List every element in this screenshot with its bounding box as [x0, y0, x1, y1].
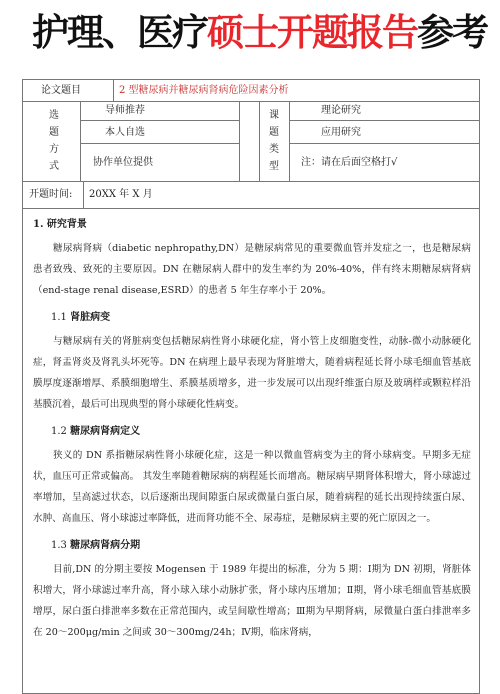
source-label: 选题方式	[49, 110, 59, 172]
type-option-1[interactable]: 理论研究	[321, 105, 361, 116]
title-row	[23, 80, 479, 102]
subsection-title-1: 肾脏病变	[70, 312, 111, 323]
banner-part1: 护理、医疗	[32, 11, 207, 54]
date-value: 20XX 年 X 月	[89, 189, 153, 200]
paragraph-background: 糖尿病肾病（diabetic nephropathy,DN）是糖尿病常见的重要微血管并发症之一，也是糖尿病患者致残、致死的主要原因。DN 在糖尿病人群中的发生率约为 20%-40%，伴有终末期糖尿病肾病（end-stage renal disease,ESRD）的患者 5 年生存率小于 20%。	[33, 243, 471, 296]
subsection-heading-2	[51, 425, 471, 439]
paragraph-kidney-lesion: 与糖尿病有关的肾脏病变包括糖尿病性肾小球硬化症，肾小管上皮细胞变性，动脉-微小动脉硬化症，肾盂肾炎及肾乳头坏死等。DN 在病理上最早表现为肾脏增大，随着病程延长肾小球毛细血管基底膜厚度逐渐增厚、系膜细胞增生、系膜基质增多，进一步发展可以出现纤维蛋白原及玻璃样或颗粒样沿基膜沉着，最后可出现典型的肾小球硬化性病变。	[33, 336, 471, 410]
title-label: 论文题目	[41, 85, 81, 96]
type-label: 课题类型	[269, 110, 279, 172]
section-heading: 1. 研究背景	[33, 219, 87, 230]
subsection-heading-1	[51, 311, 471, 325]
paragraph-definition: 狭义的 DN 系指糖尿病性肾小球硬化症，这是一种以微血管病变为主的肾小球病变。早期多无症状，血压可正常或偏高。 其发生率随着糖尿病的病程延长而增高。糖尿病早期肾体积增大，肾小球滤过率增加，呈高滤过状态，以后逐渐出现间隙蛋白尿或微量白蛋白尿，随着病程的延长出现持续蛋白尿、水肿、高血压、肾小球滤过率降低，进而肾功能不全、尿毒症，是糖尿病主要的死亡原因之一。	[33, 450, 471, 524]
banner-part3: 参考	[417, 11, 487, 54]
report-form	[22, 79, 480, 694]
subsection-title-3: 糖尿病肾病分期	[70, 540, 141, 551]
subsection-number-3: 1.3	[51, 540, 67, 551]
subsection-number-1: 1.1	[51, 312, 67, 323]
date-label: 开题时间:	[29, 189, 73, 200]
source-option-3[interactable]: 协作单位提供	[93, 157, 153, 168]
subsection-heading-3	[51, 539, 471, 553]
page-banner	[0, 0, 500, 58]
selection-row	[23, 101, 479, 182]
type-option-2[interactable]: 应用研究	[321, 127, 361, 138]
subsection-title-2: 糖尿病肾病定义	[70, 426, 141, 437]
title-value: 2 型糖尿病并糖尿病肾病危险因素分析	[119, 85, 289, 96]
date-row	[23, 181, 479, 209]
source-option-2[interactable]: 本人自选	[105, 127, 145, 138]
source-option-1[interactable]: 导师推荐	[105, 105, 145, 116]
paragraph-staging: 目前,DN 的分期主要按 Mogensen 于 1989 年提出的标准，分为 5 期：Ⅰ期为 DN 初期，肾脏体积增大，肾小球滤过率升高，肾小球入球小动脉扩张，肾小球内压增加；Ⅱ期，肾小球毛细血管基底膜增厚，尿白蛋白排泄率多数在正常范围内，或呈间歇性增高；Ⅲ期为早期肾病，尿微量白蛋白排泄率多在 20～200μg/min 之间或 30～300mg/24h；Ⅳ期，临床肾病，	[33, 564, 471, 638]
subsection-number-2: 1.2	[51, 426, 67, 437]
checkbox-note: 注：请在后面空格打√	[301, 157, 398, 168]
content-area	[23, 208, 479, 693]
banner-part2: 硕士开题报告	[207, 11, 417, 54]
